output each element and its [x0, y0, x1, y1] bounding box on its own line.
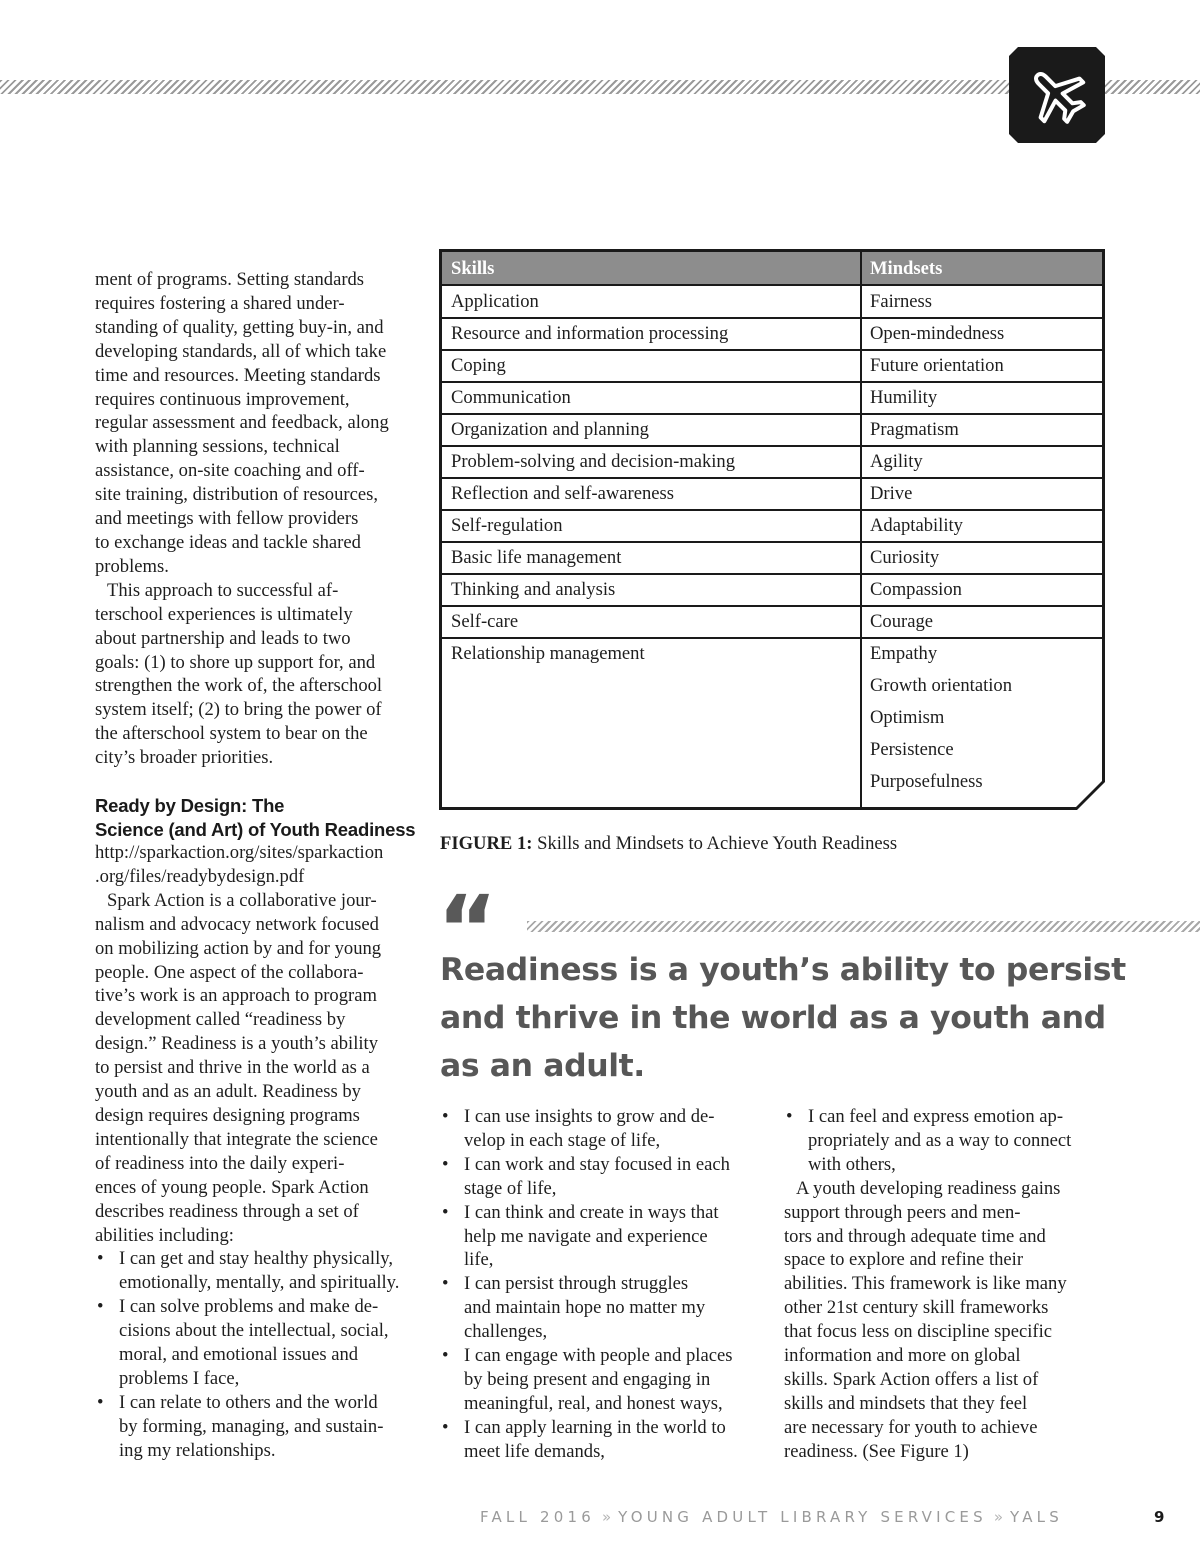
- table-header-row: [442, 252, 1102, 286]
- footer-short-title: YALS: [1010, 1508, 1063, 1526]
- list-item: • I can feel and express emotion ap- propriately and as a way to connect with others,: [784, 1105, 1109, 1177]
- mindset-cell: Humility: [870, 387, 938, 408]
- paragraph: ment of programs. Setting standards requires fostering a shared under- standing of quality, getting buy-in, and developing standards, all of which take time and resources. Meeting standards requires continuous improvement, regular assessment and feedback, along with planning sessions, technical assistance, on-site coaching and off- site training, distribution of resources, and meetings with fellow providers to exchange ideas and tackle shared problems.: [95, 269, 389, 577]
- row-divider: [442, 541, 1102, 543]
- abilities-list: [784, 1105, 1109, 1177]
- skill-cell: Application: [451, 291, 539, 312]
- skill-cell: Relationship management: [451, 643, 645, 664]
- page-number: 9: [1154, 1508, 1165, 1526]
- footer-separator: »: [601, 1508, 612, 1526]
- list-item: • I can get and stay healthy physically, emotionally, mentally, and spiritually.: [95, 1247, 417, 1295]
- row-divider: [442, 317, 1102, 319]
- skill-cell: Thinking and analysis: [451, 579, 616, 600]
- left-column: [95, 268, 417, 1463]
- skills-header: Skills: [451, 258, 495, 279]
- paragraph: This approach to successful af- terschool experiences is ultimately about partnership and leads to two goals: (1) to shore up support for, and strengthen the work of, the afterschool system itself; (2) to bring the power of the afterschool system to bear on the city’s broader priorities.: [95, 579, 383, 769]
- skill-cell: Resource and information processing: [451, 323, 729, 344]
- list-item: • I can use insights to grow and de- velop in each stage of life,: [440, 1105, 765, 1153]
- list-item: • I can apply learning in the world to meet life demands,: [440, 1416, 765, 1464]
- row-divider: [442, 637, 1102, 639]
- list-item: • I can solve problems and make de- cisions about the intellectual, social, moral, and emotional issues and problems I face,: [95, 1295, 417, 1391]
- mindset-cell: Empathy: [870, 643, 938, 664]
- mindset-cell: Purposefulness: [870, 771, 983, 792]
- mindset-cell: Agility: [870, 451, 923, 472]
- list-item: • I can think and create in ways that help me navigate and experience life,: [440, 1201, 765, 1273]
- list-item: • I can engage with people and places by being present and engaging in meaningful, real, and honest ways,: [440, 1344, 765, 1416]
- pull-quote: Readiness is a youth’s ability to persist and thrive in the world as a youth and as an adult.: [440, 952, 1126, 1084]
- mindset-cell: Persistence: [870, 739, 954, 760]
- mindset-cell: Pragmatism: [870, 419, 959, 440]
- mindset-cell: Optimism: [870, 707, 945, 728]
- mindsets-header: Mindsets: [870, 258, 943, 279]
- figure-caption: [440, 832, 897, 856]
- skill-cell: Basic life management: [451, 547, 622, 568]
- row-divider: [442, 509, 1102, 511]
- mindset-cell: Curiosity: [870, 547, 940, 568]
- footer-publication: YOUNG ADULT LIBRARY SERVICES: [618, 1508, 987, 1526]
- abilities-list: [440, 1105, 765, 1464]
- row-divider: [442, 605, 1102, 607]
- mindset-cell: Drive: [870, 483, 913, 504]
- mindset-cell: Compassion: [870, 579, 962, 600]
- quote-mark-icon: “: [437, 876, 498, 983]
- row-divider: [442, 477, 1102, 479]
- row-divider: [442, 413, 1102, 415]
- figure-caption-text: Skills and Mindsets to Achieve Youth Readiness: [537, 833, 898, 854]
- row-divider: [442, 381, 1102, 383]
- mindset-cell: Adaptability: [870, 515, 963, 536]
- list-item: • I can work and stay focused in each stage of life,: [440, 1153, 765, 1201]
- quote-stripe: [527, 921, 1200, 932]
- footer-separator: »: [993, 1508, 1003, 1526]
- skill-cell: Problem-solving and decision-making: [451, 451, 736, 472]
- row-divider: [442, 349, 1102, 351]
- mindset-cell: Fairness: [870, 291, 932, 312]
- list-item: • I can persist through struggles and maintain hope no matter my challenges,: [440, 1272, 765, 1344]
- running-footer: [480, 1505, 1063, 1529]
- middle-column: [440, 1105, 765, 1464]
- column-divider: [860, 252, 862, 807]
- skill-cell: Organization and planning: [451, 419, 649, 440]
- skill-cell: Coping: [451, 355, 506, 376]
- footer-season: FALL 2016: [480, 1508, 595, 1526]
- mindset-cell: Growth orientation: [870, 675, 1013, 696]
- skill-cell: Reflection and self-awareness: [451, 483, 675, 504]
- resource-url[interactable]: http://sparkaction.org/sites/sparkaction .org/files/readybydesign.pdf: [95, 842, 384, 887]
- abilities-list: [95, 1247, 417, 1462]
- section-heading: Ready by Design: The Science (and Art) of Youth Readiness: [95, 795, 416, 840]
- mindset-cell: Courage: [870, 611, 933, 632]
- skill-cell: Self-regulation: [451, 515, 563, 536]
- skill-cell: Communication: [451, 387, 571, 408]
- list-item: • I can relate to others and the world by forming, managing, and sustain- ing my relationships.: [95, 1391, 417, 1463]
- section-badge: [1009, 47, 1105, 143]
- skill-cell: Self-care: [451, 611, 519, 632]
- mindset-cell: Future orientation: [870, 355, 1004, 376]
- right-column: [784, 1105, 1109, 1464]
- mindset-cell: Open-mindedness: [870, 323, 1005, 344]
- row-divider: [442, 445, 1102, 447]
- airplane-icon: [1025, 63, 1089, 127]
- paragraph: A youth developing readiness gains support through peers and men- tors and through adequate time and space to explore and refine their abilities. This framework is like many other 21st century skill frameworks that focus less on discipline specific information and more on global skills. Spark Action offers a list of skills and mindsets that they feel are necessary for youth to achieve readiness. (See Figure 1): [784, 1177, 1067, 1462]
- paragraph: Spark Action is a collaborative jour- nalism and advocacy network focused on mobilizing action by and for young people. One aspect of the collabora- tive’s work is an approach to program development called “readiness by design.” Readiness is a youth’s ability to persist and thrive in the world as a youth and as an adult. Readiness by design requires designing programs intentionally that integrate the science of readiness into the daily experi- ences of young people. Spark Action describes readiness through a set of abilities including:: [95, 889, 382, 1246]
- row-divider: [442, 573, 1102, 575]
- figure-label: FIGURE 1:: [440, 833, 533, 854]
